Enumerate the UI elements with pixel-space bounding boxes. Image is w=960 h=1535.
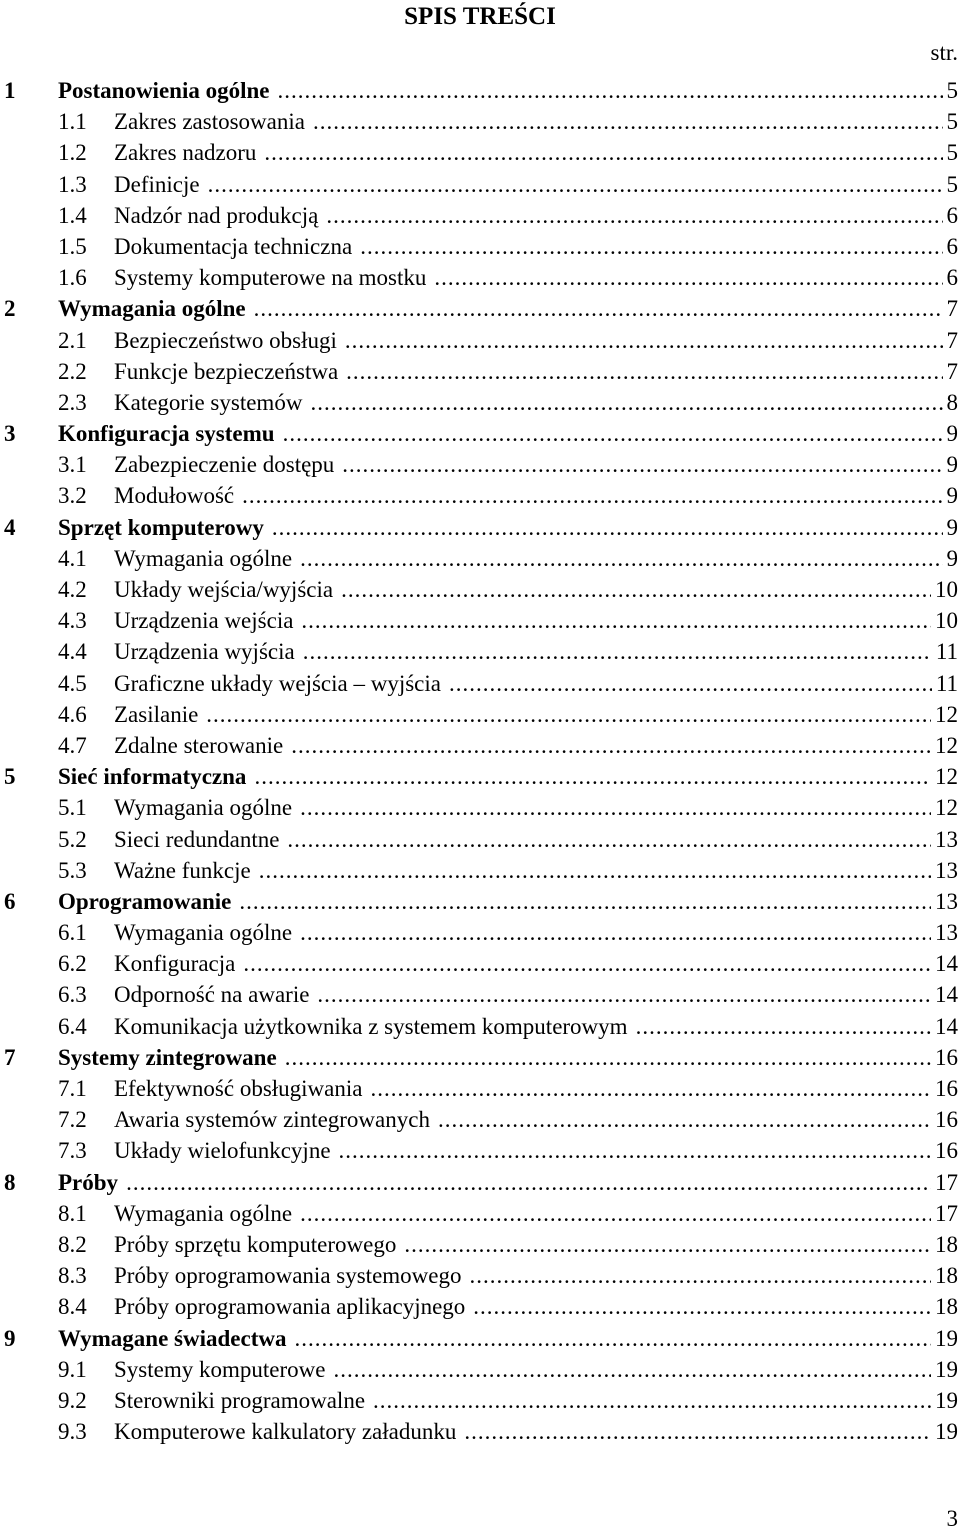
toc-entry-number: 1.2 (58, 140, 87, 166)
toc-subsection[interactable] (0, 1291, 960, 1322)
toc-subsection[interactable] (0, 1354, 960, 1385)
toc-entry-number: 9.3 (58, 1419, 87, 1445)
toc-subsection[interactable] (0, 917, 960, 948)
dot-leader (291, 730, 931, 761)
toc-entry-page: 7 (946, 296, 958, 322)
dot-leader (300, 543, 942, 574)
toc-entry-label: Systemy komputerowe (114, 1356, 326, 1382)
toc-entry-number: 9 (4, 1325, 16, 1351)
toc-entry-page: 9 (946, 421, 958, 447)
toc-entry-label: Wymagania ogólne (58, 296, 246, 322)
dot-leader (285, 1042, 931, 1073)
toc-entry-label: Urządzenia wejścia (114, 608, 294, 634)
page-number: 3 (946, 1506, 958, 1531)
toc-entry-number: 1.6 (58, 265, 87, 291)
toc-entry-number: 6 (4, 888, 16, 914)
toc-entry-number: 1.1 (58, 109, 87, 135)
toc-section[interactable] (0, 886, 960, 917)
toc-entry-label: Zakres zastosowania (114, 109, 305, 135)
toc-entry-page: 18 (935, 1231, 958, 1257)
toc-entry-page: 6 (946, 233, 958, 259)
dot-leader (259, 855, 931, 886)
toc-entry-number: 4.6 (58, 701, 87, 727)
toc-entry-page: 16 (935, 1076, 958, 1101)
toc-entry-number: 7.1 (58, 1076, 87, 1101)
toc-entry-label: Komputerowe kalkulatory załadunku (114, 1419, 457, 1445)
toc-entry-page: 18 (935, 1294, 958, 1320)
dot-leader (438, 1104, 931, 1135)
dot-leader (300, 1198, 931, 1229)
dot-leader (272, 512, 943, 543)
toc-subsection[interactable] (0, 449, 960, 480)
toc-entry-label: Oprogramowanie (58, 888, 232, 914)
toc-entry-page: 12 (935, 795, 958, 821)
toc-entry-label: Układy wielofunkcyjne (114, 1138, 331, 1164)
toc-entry-label: Dokumentacja techniczna (114, 233, 353, 259)
toc-subsection[interactable] (0, 699, 960, 730)
toc-entry-label: Sieci redundantne (114, 826, 280, 852)
toc-entry-page: 16 (935, 1138, 958, 1164)
toc-entry-label: Wymagania ogólne (114, 920, 293, 946)
toc-section[interactable] (0, 1042, 960, 1073)
toc-entry-number: 1.4 (58, 202, 87, 228)
toc-entry-label: Zasilanie (114, 701, 199, 727)
toc-section[interactable] (0, 293, 960, 324)
dot-leader (277, 75, 942, 106)
toc-entry-page: 12 (935, 701, 958, 727)
toc-subsection[interactable] (0, 262, 960, 293)
toc-subsection[interactable] (0, 1229, 960, 1260)
toc-entry-page: 6 (946, 265, 958, 291)
toc-subsection[interactable] (0, 1135, 960, 1166)
toc-subsection[interactable] (0, 1073, 960, 1104)
toc-entry-number: 7.2 (58, 1107, 87, 1133)
toc-entry-number: 2.1 (58, 327, 87, 353)
dot-leader (206, 699, 931, 730)
toc-subsection[interactable] (0, 1385, 960, 1416)
toc-entry-label: Konfiguracja systemu (58, 421, 275, 447)
dot-leader (342, 449, 942, 480)
dot-leader (283, 418, 943, 449)
toc-subsection[interactable] (0, 636, 960, 667)
toc-entry-page: 19 (935, 1419, 958, 1445)
dot-leader (243, 948, 931, 979)
toc-entry-label: Kategorie systemów (114, 389, 303, 415)
dot-leader (373, 1385, 931, 1416)
toc-entry-number: 9.2 (58, 1387, 87, 1413)
toc-subsection[interactable] (0, 605, 960, 636)
toc-entry-number: 2 (4, 296, 16, 322)
toc-entry-label: Bezpieczeństwo obsługi (114, 327, 337, 353)
dot-leader (287, 824, 931, 855)
toc-subsection[interactable] (0, 231, 960, 262)
toc-entry-number: 1.3 (58, 171, 87, 197)
page-title: SPIS TREŚCI (404, 3, 556, 30)
toc-entry-label: Komunikacja użytkownika z systemem komputerowym (114, 1013, 628, 1039)
toc-entry-number: 4.2 (58, 577, 87, 602)
dot-leader (346, 356, 942, 387)
toc-entry-number: 6.1 (58, 920, 87, 946)
dot-leader (313, 106, 943, 137)
dot-leader (449, 668, 932, 699)
dot-leader (242, 480, 942, 511)
toc-entry-number: 4.7 (58, 732, 87, 758)
toc-entry-label: Nadzór nad produkcją (114, 202, 319, 228)
dot-leader (341, 574, 931, 605)
toc-subsection[interactable] (0, 792, 960, 823)
toc-entry-number: 4.4 (58, 639, 87, 665)
toc-section[interactable] (0, 1167, 960, 1198)
toc-subsection[interactable] (0, 1416, 960, 1447)
toc-entry-label: Graficzne układy wejścia – wyjścia (114, 670, 441, 696)
toc-subsection[interactable] (0, 979, 960, 1010)
toc-entry-page: 13 (935, 920, 958, 946)
toc-entry-number: 3.1 (58, 452, 87, 478)
toc-subsection[interactable] (0, 1260, 960, 1291)
toc-entry-label: Funkcje bezpieczeństwa (114, 358, 339, 384)
toc-entry-number: 2.2 (58, 358, 87, 384)
toc-entry-label: Efektywność obsługiwania (114, 1076, 363, 1101)
toc-entry-label: Awaria systemów zintegrowanych (114, 1107, 430, 1133)
toc-entry-number: 5.1 (58, 795, 87, 821)
toc-entry-page: 14 (935, 982, 958, 1008)
dot-leader (317, 979, 931, 1010)
dot-leader (294, 1323, 931, 1354)
toc-subsection[interactable] (0, 480, 960, 511)
dot-leader (301, 605, 931, 636)
page-column-header: str. (930, 40, 958, 65)
toc-section[interactable] (0, 512, 960, 543)
toc-subsection[interactable] (0, 1104, 960, 1135)
dot-leader (300, 917, 931, 948)
dot-leader (470, 1260, 932, 1291)
toc-entry-number: 6.4 (58, 1013, 87, 1039)
toc-entry-label: Konfiguracja (114, 951, 236, 977)
toc-entry-label: Wymagania ogólne (114, 1200, 293, 1226)
toc-subsection[interactable] (0, 1198, 960, 1229)
toc-subsection[interactable] (0, 668, 960, 699)
toc-section[interactable] (0, 761, 960, 792)
toc-entry-page: 10 (935, 577, 958, 602)
toc-entry-number: 5 (4, 764, 16, 790)
toc-entry-page: 14 (935, 1013, 958, 1039)
toc-entry-page: 8 (946, 389, 958, 415)
toc-entry-label: Systemy zintegrowane (58, 1044, 277, 1070)
toc-entry-page: 16 (935, 1044, 958, 1070)
toc-subsection[interactable] (0, 200, 960, 231)
toc-entry-number: 2.3 (58, 389, 87, 415)
dot-leader (339, 1135, 931, 1166)
toc-entry-page: 11 (935, 639, 958, 665)
toc-entry-page: 5 (946, 109, 958, 135)
toc-entry-page: 13 (935, 826, 958, 852)
toc-entry-page: 18 (935, 1263, 958, 1289)
toc-entry-page: 6 (946, 202, 958, 228)
toc-subsection[interactable] (0, 948, 960, 979)
dot-leader (208, 169, 943, 200)
toc-entry-page: 11 (935, 670, 958, 696)
toc-entry-label: Sterowniki programowalne (114, 1387, 366, 1413)
toc-entry-number: 8.1 (58, 1200, 87, 1226)
toc-entry-page: 5 (946, 140, 958, 166)
dot-leader (303, 636, 932, 667)
toc-entry-label: Próby sprzętu komputerowego (114, 1231, 397, 1257)
toc-entry-page: 17 (935, 1169, 958, 1195)
toc-entry-number: 8.3 (58, 1263, 87, 1289)
toc-entry-page: 9 (946, 483, 958, 509)
toc-entry-label: Modułowość (114, 483, 235, 509)
toc-entry-number: 1 (4, 78, 16, 103)
toc-entry-number: 3 (4, 421, 16, 447)
toc-entry-page: 9 (946, 514, 958, 540)
dot-leader (464, 1416, 931, 1447)
toc-entry-label: Próby (58, 1169, 119, 1195)
toc-entry-label: Zabezpieczenie dostępu (114, 452, 335, 478)
toc-subsection[interactable] (0, 730, 960, 761)
toc-subsection[interactable] (0, 106, 960, 137)
toc-entry-label: Definicje (114, 171, 200, 197)
toc-entry-page: 7 (946, 358, 958, 384)
toc-entry-number: 7 (4, 1044, 16, 1070)
toc-subsection[interactable] (0, 824, 960, 855)
toc-entry-page: 17 (935, 1200, 958, 1226)
toc-entry-number: 8.2 (58, 1231, 87, 1257)
toc-entry-page: 9 (946, 452, 958, 478)
toc-entry-label: Próby oprogramowania aplikacyjnego (114, 1294, 466, 1320)
toc-entry-page: 16 (935, 1107, 958, 1133)
toc-entry-number: 4.3 (58, 608, 87, 634)
dot-leader (254, 761, 931, 792)
toc-entry-page: 12 (935, 732, 958, 758)
toc-entry-number: 8.4 (58, 1294, 87, 1320)
toc-subsection[interactable] (0, 137, 960, 168)
toc-subsection[interactable] (0, 169, 960, 200)
toc-entry-number: 7.3 (58, 1138, 87, 1164)
toc-entry-page: 9 (946, 545, 958, 571)
toc-entry-label: Wymagane świadectwa (58, 1325, 287, 1351)
toc-section[interactable] (0, 75, 960, 106)
toc-subsection[interactable] (0, 855, 960, 886)
dot-leader (310, 387, 942, 418)
toc-entry-number: 5.3 (58, 857, 87, 883)
dot-leader (326, 200, 942, 231)
toc-entry-label: Sprzęt komputerowy (58, 514, 264, 540)
toc-entry-page: 13 (935, 857, 958, 883)
toc-entry-label: Zakres nadzoru (114, 140, 257, 166)
toc-subsection[interactable] (0, 574, 960, 605)
toc-entry-page: 12 (935, 764, 958, 790)
toc-entry-number: 4 (4, 514, 16, 540)
dot-leader (473, 1291, 931, 1322)
toc-entry-number: 1.5 (58, 233, 87, 259)
dot-leader (239, 886, 931, 917)
toc-subsection[interactable] (0, 387, 960, 418)
toc-entry-page: 19 (935, 1356, 958, 1382)
dot-leader (264, 137, 942, 168)
dot-leader (370, 1073, 931, 1104)
dot-leader (126, 1167, 931, 1198)
toc-entry-label: Wymagania ogólne (114, 795, 293, 821)
toc-entry-number: 5.2 (58, 826, 87, 852)
toc-entry-label: Ważne funkcje (114, 857, 251, 883)
toc-entry-label: Wymagania ogólne (114, 545, 293, 571)
toc-subsection[interactable] (0, 1011, 960, 1042)
toc-entry-label: Układy wejścia/wyjścia (114, 577, 334, 602)
toc-subsection[interactable] (0, 325, 960, 356)
toc-entry-number: 6.3 (58, 982, 87, 1008)
toc-subsection[interactable] (0, 543, 960, 574)
toc-entry-page: 19 (935, 1387, 958, 1413)
toc-entry-number: 4.5 (58, 670, 87, 696)
toc-entry-label: Urządzenia wyjścia (114, 639, 295, 665)
toc-entry-page: 5 (946, 171, 958, 197)
toc-entry-page: 10 (935, 608, 958, 634)
toc-section[interactable] (0, 1323, 960, 1354)
dot-leader (434, 262, 942, 293)
dot-leader (360, 231, 942, 262)
toc-entry-number: 9.1 (58, 1356, 87, 1382)
toc-entry-page: 7 (946, 327, 958, 353)
toc-entry-label: Próby oprogramowania systemowego (114, 1263, 462, 1289)
dot-leader (254, 293, 943, 324)
toc-subsection[interactable] (0, 356, 960, 387)
toc-entry-label: Systemy komputerowe na mostku (114, 265, 427, 291)
toc-entry-page: 14 (935, 951, 958, 977)
toc-entry-label: Odporność na awarie (114, 982, 310, 1008)
toc-entry-number: 6.2 (58, 951, 87, 977)
toc-entry-label: Sieć informatyczna (58, 764, 247, 790)
dot-leader (636, 1011, 931, 1042)
dot-leader (333, 1354, 931, 1385)
toc-entry-page: 19 (935, 1325, 958, 1351)
toc-entry-label: Postanowienia ogólne (58, 78, 270, 103)
dot-leader (300, 792, 931, 823)
toc-entry-number: 4.1 (58, 545, 87, 571)
table-of-contents (0, 75, 960, 1447)
toc-entry-number: 8 (4, 1169, 16, 1195)
toc-section[interactable] (0, 418, 960, 449)
dot-leader (345, 325, 943, 356)
toc-entry-number: 3.2 (58, 483, 87, 509)
toc-entry-label: Zdalne sterowanie (114, 732, 284, 758)
dot-leader (404, 1229, 931, 1260)
toc-entry-page: 5 (946, 78, 958, 103)
toc-entry-page: 13 (935, 888, 958, 914)
